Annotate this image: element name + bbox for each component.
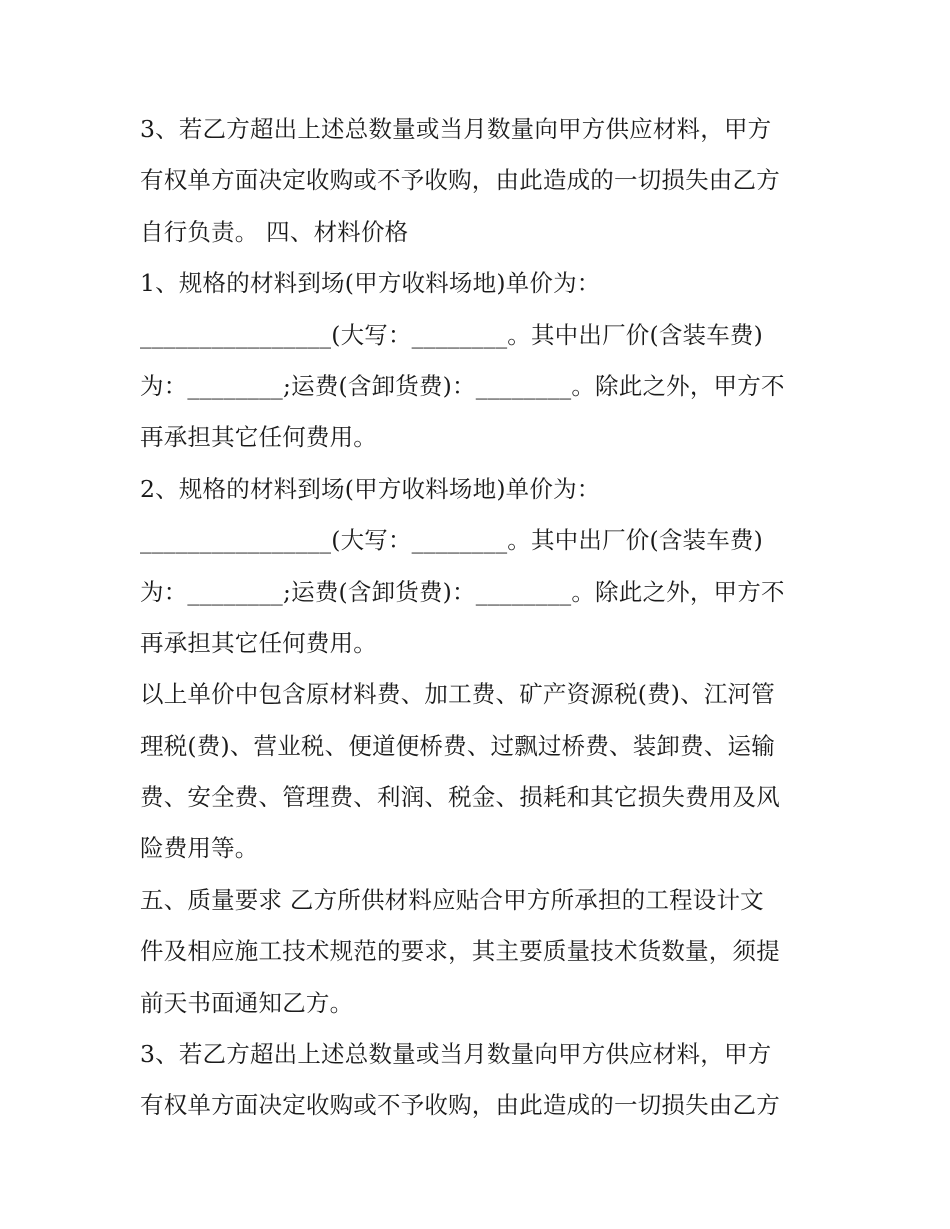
text-line: 以上单价中包含原材料费、加工费、矿产资源税(费)、江河管 <box>140 680 775 709</box>
text-line: ________________(大写：________。其中出厂价(含装车费) <box>140 526 764 555</box>
text-line: 为：________;运费(含卸货费)：________。除此之外，甲方不 <box>140 371 785 400</box>
text-line: ________________(大写：________。其中出厂价(含装车费) <box>140 320 764 349</box>
text-line: 费、安全费、管理费、利润、税金、损耗和其它损失费用及风 <box>140 783 780 812</box>
text-line: 有权单方面决定收购或不予收购，由此造成的一切损失由乙方 <box>140 166 780 195</box>
text-line: 再承担其它任何费用。 <box>140 423 377 452</box>
text-line: 有权单方面决定收购或不予收购，由此造成的一切损失由乙方 <box>140 1091 780 1120</box>
text-line: 再承担其它任何费用。 <box>140 628 377 657</box>
text-line: 3、若乙方超出上述总数量或当月数量向甲方供应材料，甲方 <box>140 1040 772 1069</box>
text-line: 前天书面通知乙方。 <box>140 988 354 1017</box>
text-line: 1、规格的材料到场(甲方收料场地)单价为： <box>140 269 601 298</box>
text-line: 为：________;运费(含卸货费)：________。除此之外，甲方不 <box>140 577 785 606</box>
text-line: 2、规格的材料到场(甲方收料场地)单价为： <box>140 474 601 503</box>
text-line: 五、质量要求 乙方所供材料应贴合甲方所承担的工程设计文 <box>140 885 764 914</box>
text-line: 险费用等。 <box>140 834 259 863</box>
text-line: 件及相应施工技术规范的要求，其主要质量技术货数量，须提 <box>140 937 780 966</box>
document-body <box>140 104 820 1132</box>
text-line: 理税(费)、营业税、便道便桥费、过飘过桥费、装卸费、运输 <box>140 731 775 760</box>
text-line: 3、若乙方超出上述总数量或当月数量向甲方供应材料，甲方 <box>140 115 772 143</box>
text-line: 自行负责。 四、材料价格 <box>140 217 409 246</box>
